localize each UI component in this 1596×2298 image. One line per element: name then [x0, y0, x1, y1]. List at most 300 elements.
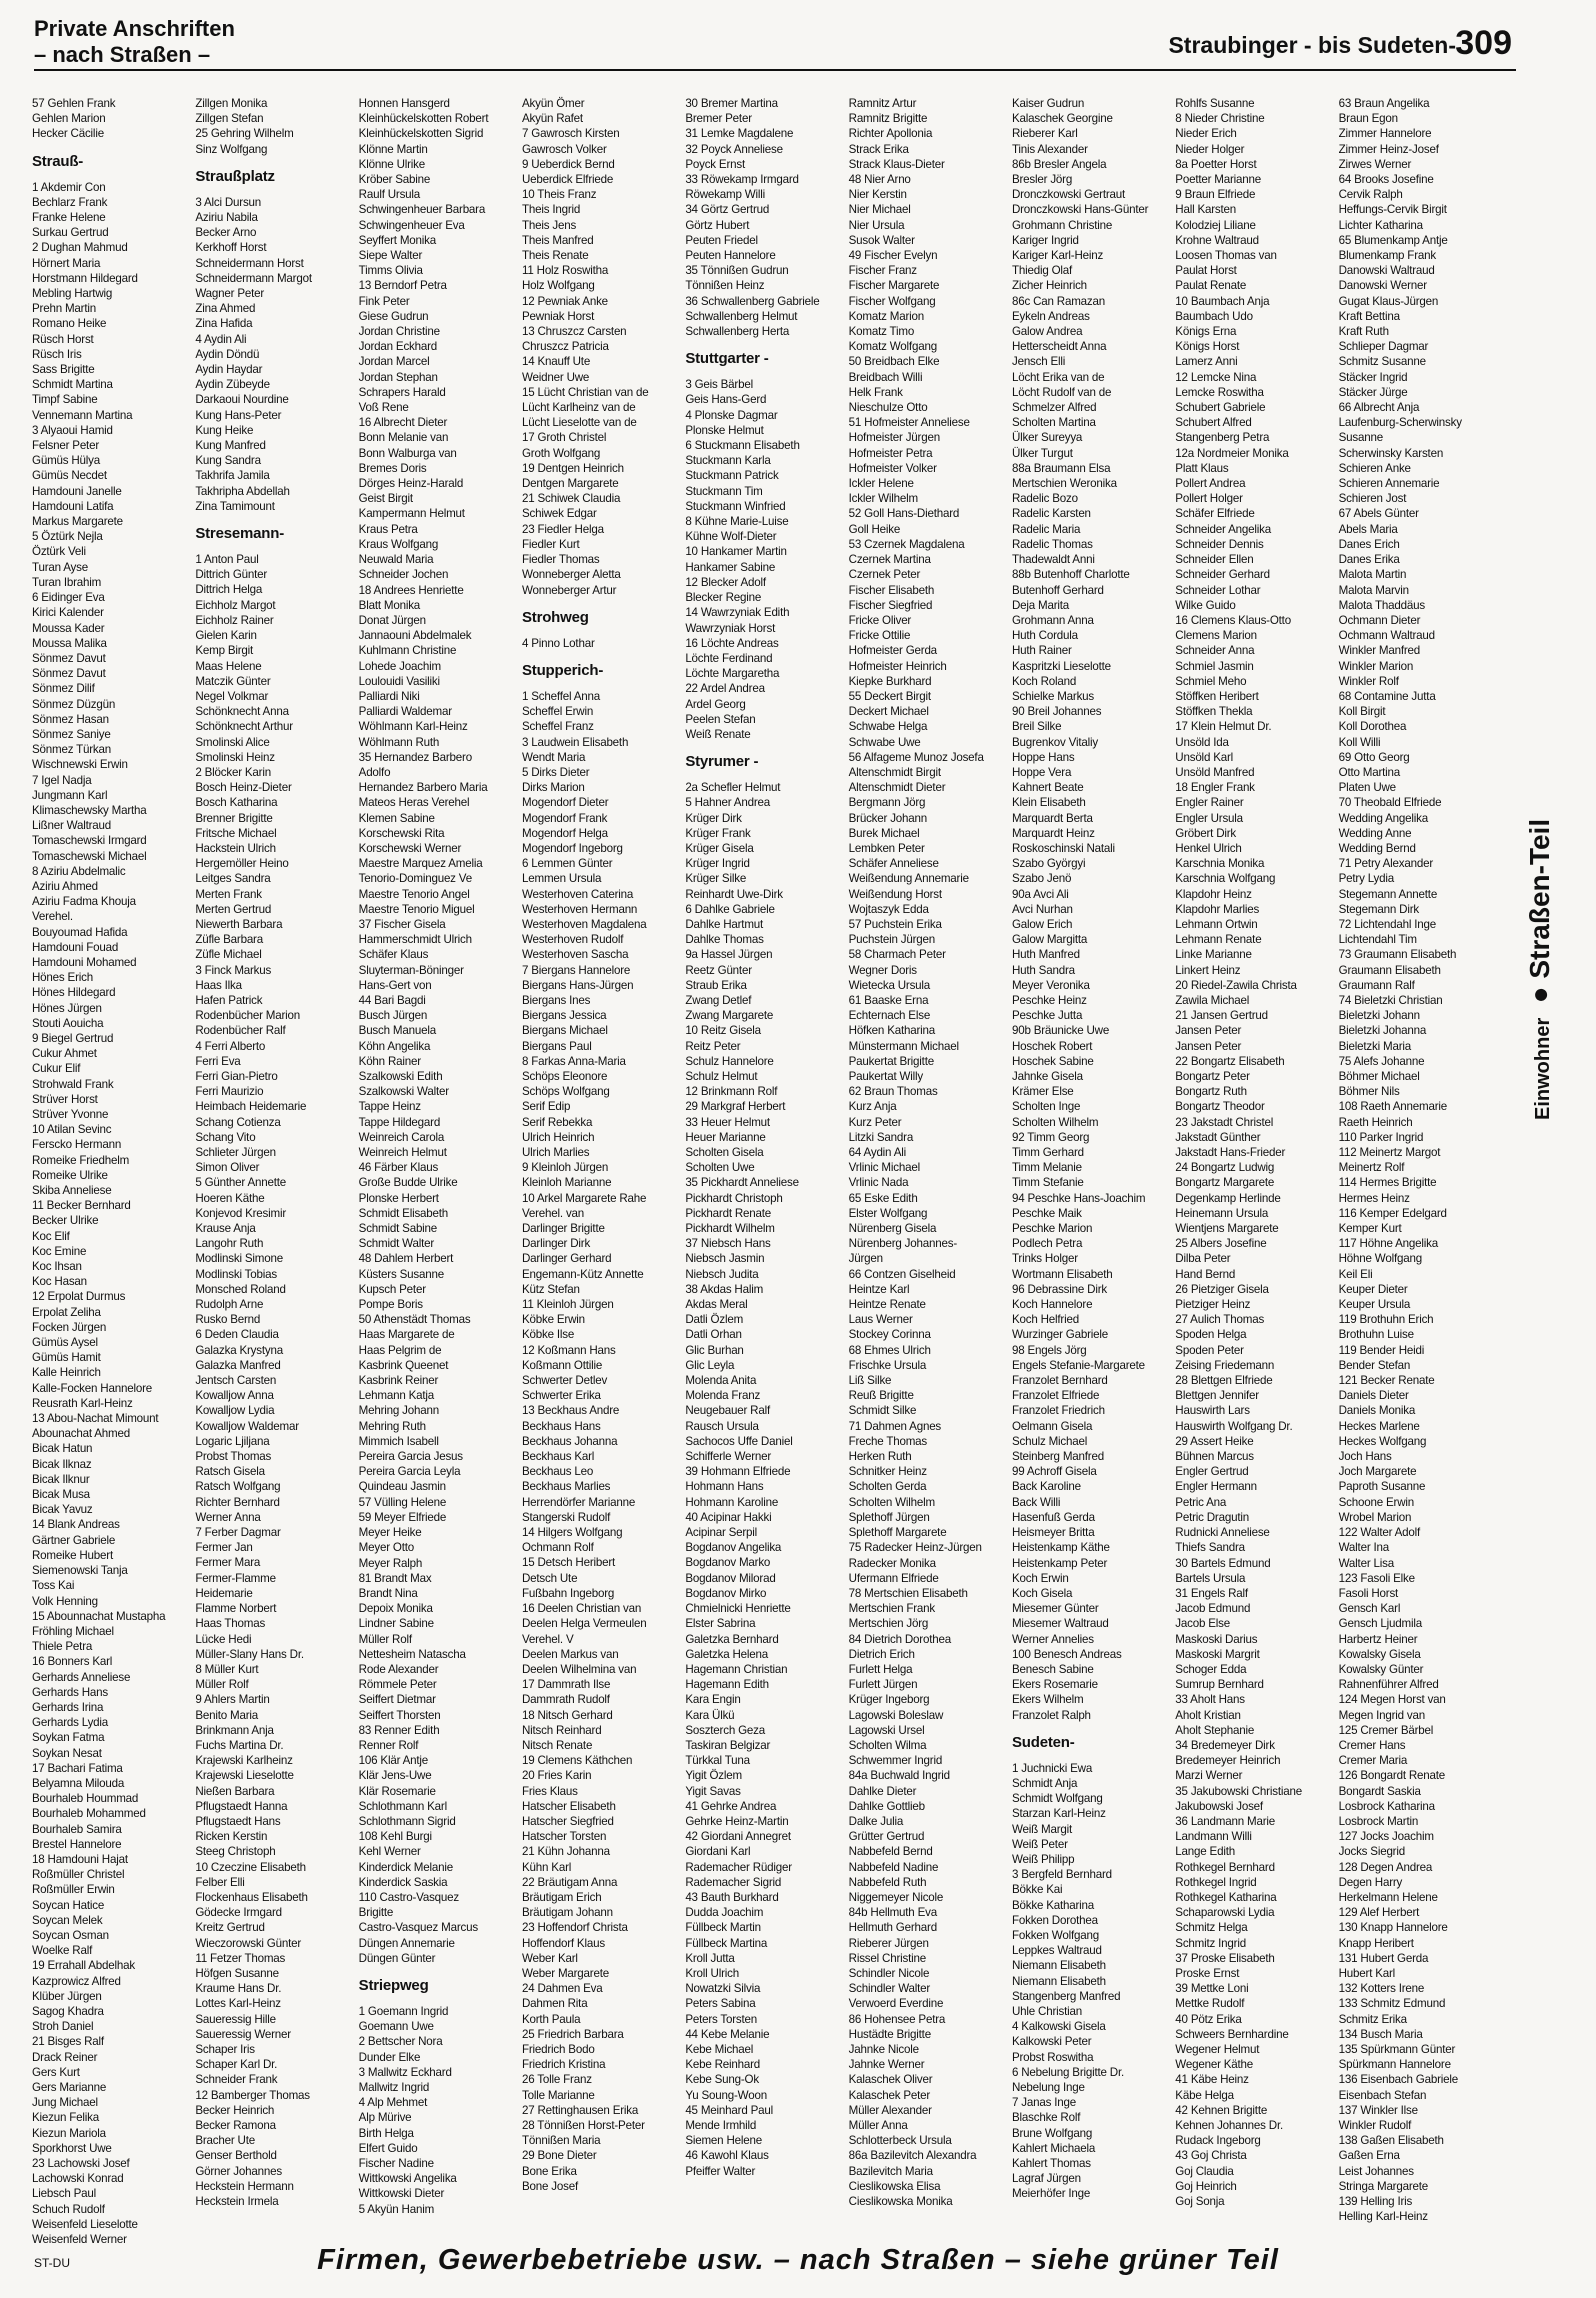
resident-entry: 110 Parker Ingrid: [1338, 1130, 1424, 1144]
resident-entry: Markus Margarete: [32, 515, 123, 529]
resident-entry: Loosen Thomas van: [1175, 249, 1277, 263]
resident-entry: 50 Athenstädt Thomas: [358, 1313, 471, 1327]
resident-entry: Rahnenführer Alfred: [1338, 1678, 1439, 1692]
resident-entry: Butenhoff Gerhard: [1011, 583, 1104, 597]
resident-entry: Schäfer Klaus: [358, 948, 429, 962]
resident-entry: Schmidt Wolfgang: [1011, 1792, 1103, 1806]
resident-entry: Düngen Günter: [358, 1951, 436, 1965]
resident-entry: Müller-Slany Hans Dr.: [195, 1647, 304, 1661]
resident-entry: Schwallenberg Helmut: [685, 309, 798, 323]
resident-entry: Schlieter Jürgen: [195, 1146, 276, 1159]
resident-entry: Schweers Bernhardine: [1175, 2027, 1289, 2041]
resident-entry: Pflugstaedt Hans: [195, 1814, 281, 1828]
resident-entry: Köhn Angelika: [358, 1039, 431, 1053]
resident-entry: Breil Silke: [1011, 720, 1062, 734]
resident-entry: Renner Rolf: [358, 1738, 419, 1752]
resident-entry: Losbrock Katharina: [1338, 1799, 1435, 1813]
resident-entry: 5 Hahner Andrea: [685, 796, 770, 810]
resident-entry: Kütz Stefan: [521, 1282, 580, 1296]
resident-entry: Genser Berthold: [195, 2149, 277, 2163]
street-heading: Styrumer -: [685, 753, 759, 771]
resident-entry: Krüger Dirk: [685, 811, 742, 825]
resident-entry: 9 Ueberdick Bernd: [521, 157, 615, 171]
resident-entry: 22 Ardel Andrea: [685, 682, 765, 696]
resident-entry: Scholten Wilma: [848, 1738, 927, 1752]
resident-entry: Schlieper Dagmar: [1338, 340, 1429, 354]
resident-entry: Huth Sandra: [1011, 963, 1075, 977]
resident-entry: Peelen Stefan: [685, 712, 756, 726]
resident-entry: 86c Can Ramazan: [1011, 294, 1105, 308]
resident-entry: Vrlinic Nada: [848, 1176, 909, 1190]
resident-entry: Detsch Ute: [521, 1571, 578, 1585]
resident-entry: Molenda Franz: [685, 1389, 761, 1403]
resident-entry: Lißner Waltraud: [32, 819, 112, 833]
resident-entry: 3 Mallwitz Eckhard: [358, 2065, 452, 2079]
resident-entry: Susanne: [1338, 431, 1383, 445]
resident-entry: Bremes Doris: [358, 461, 427, 475]
resident-entry: Strack Klaus-Dieter: [848, 157, 945, 171]
resident-entry: Fasoli Horst: [1338, 1586, 1399, 1600]
resident-entry: Huth Manfred: [1011, 948, 1080, 962]
resident-entry: 16 Bonners Karl: [32, 1655, 113, 1669]
resident-entry: Zillgen Monika: [195, 97, 268, 110]
street-heading: Strohweg: [521, 608, 589, 626]
resident-entry: Hecker Cäcilie: [32, 127, 104, 141]
resident-entry: 9 Kleinloh Jürgen: [521, 1161, 609, 1175]
resident-entry: Verwoerd Everdine: [848, 1997, 944, 2011]
resident-entry: Heckstein Irmela: [195, 2195, 279, 2209]
resident-entry: Czernek Martina: [848, 553, 931, 567]
resident-entry: 12 Pewniak Anke: [521, 294, 608, 308]
resident-entry: Voß Rene: [358, 401, 409, 415]
resident-entry: Lücht Lieselotte van de: [521, 416, 637, 430]
resident-entry: Westerhoven Magdalena: [521, 917, 647, 931]
resident-entry: Füllbeck Martina: [685, 1936, 768, 1950]
resident-entry: Gröbert Dirk: [1175, 826, 1237, 840]
resident-entry: Gerhards Hans: [32, 1685, 109, 1699]
resident-entry: Dahlke Gottlieb: [848, 1799, 925, 1813]
resident-entry: Schwerter Erika: [521, 1389, 601, 1403]
resident-entry: Kalle Heinrich: [32, 1366, 101, 1380]
resident-entry: Scheffel Erwin: [521, 705, 594, 719]
resident-entry: Mehring Johann: [358, 1404, 439, 1418]
resident-entry: Dietrich Erich: [848, 1647, 915, 1661]
resident-entry: Schwabe Uwe: [848, 735, 921, 749]
resident-entry: Konjevod Kresimir: [195, 1206, 287, 1220]
resident-entry: 9 Braun Elfriede: [1175, 188, 1256, 202]
resident-entry: Ufermann Elfriede: [848, 1571, 939, 1585]
resident-entry: Langohr Ruth: [195, 1237, 264, 1251]
resident-entry: Busch Jürgen: [358, 1009, 428, 1023]
resident-entry: Hammerschmidt Ulrich: [358, 933, 472, 947]
resident-entry: Biergans Jessica: [521, 1009, 607, 1023]
resident-entry: Skiba Anneliese: [32, 1184, 112, 1198]
resident-entry: 9a Hassel Jürgen: [685, 948, 773, 962]
resident-entry: 44 Bari Bagdi: [358, 993, 426, 1007]
resident-entry: Cukur Elif: [32, 1062, 81, 1076]
resident-entry: Reusrath Karl-Heinz: [32, 1396, 133, 1410]
resident-entry: Zina Ahmed: [195, 302, 256, 316]
resident-entry: Palliardi Niki: [358, 689, 420, 703]
column: [195, 96, 358, 2236]
resident-entry: Tomaschewski Irmgard: [32, 834, 147, 848]
resident-entry: Dittrich Günter: [195, 568, 268, 582]
resident-entry: Ratsch Gisela: [195, 1465, 265, 1479]
resident-entry: Graumann Elisabeth: [1338, 963, 1441, 977]
resident-entry: Zina Hafida: [195, 317, 253, 331]
resident-entry: Jordan Stephan: [358, 370, 438, 384]
resident-entry: Goj Sonja: [1175, 2195, 1225, 2209]
resident-entry: Rodenbücher Marion: [195, 1009, 301, 1023]
resident-entry: Brestel Hannelore: [32, 1837, 122, 1851]
directory-columns: [32, 96, 1502, 2247]
resident-entry: Ülker Turgut: [1011, 446, 1073, 460]
resident-entry: 3 Finck Markus: [195, 963, 272, 977]
resident-entry: Horstmann Hildegard: [32, 271, 138, 285]
resident-entry: Schuch Rudolf: [32, 2202, 105, 2216]
resident-entry: Bicak Hatun: [32, 1442, 93, 1456]
resident-entry: 40 Acipinar Hakki: [685, 1510, 772, 1524]
resident-entry: Elfert Guido: [358, 2141, 418, 2155]
resident-entry: Tappe Heinz: [358, 1100, 421, 1114]
resident-entry: Brothuhn Luise: [1338, 1328, 1414, 1342]
resident-entry: Degen Harry: [1338, 1875, 1403, 1889]
resident-entry: Kowalljow Waldemar: [195, 1419, 299, 1433]
footer-text: Firmen, Gewerbebetriebe usw. – nach Straßen – siehe grüner Teil: [317, 2244, 1279, 2276]
column: [359, 96, 522, 2236]
resident-entry: Hoppe Hans: [1011, 750, 1075, 764]
resident-entry: Fricke Ottilie: [848, 629, 911, 643]
resident-entry: 21 Bisges Ralf: [32, 2035, 104, 2049]
resident-entry: Pickhardt Renate: [685, 1206, 772, 1220]
resident-entry: Stegemann Dirk: [1338, 902, 1419, 916]
resident-entry: 96 Debrassine Dirk: [1011, 1282, 1107, 1296]
resident-entry: Jensch Elli: [1011, 355, 1066, 369]
resident-entry: Puchstein Jürgen: [848, 933, 936, 947]
resident-entry: Franzolet Friedrich: [1011, 1404, 1105, 1418]
resident-entry: 71 Petry Alexander: [1338, 857, 1433, 871]
resident-entry: Burek Michael: [848, 826, 920, 840]
resident-entry: 126 Bongardt Renate: [1338, 1769, 1446, 1783]
resident-entry: Kalaschek Georgine: [1011, 112, 1113, 126]
resident-entry: Klönne Martin: [358, 142, 428, 156]
resident-entry: Rothkegel Ingrid: [1175, 1875, 1257, 1889]
resident-entry: Weißendung Horst: [848, 887, 942, 901]
resident-entry: Heckes Wolfgang: [1338, 1434, 1427, 1448]
resident-entry: Schneidermann Horst: [195, 256, 304, 270]
resident-entry: Ulrich Marlies: [521, 1146, 590, 1159]
resident-entry: Heinemann Ursula: [1175, 1206, 1269, 1220]
resident-entry: 112 Meinertz Margot: [1338, 1146, 1441, 1160]
resident-entry: Gärtner Gabriele: [32, 1533, 116, 1547]
header-subtitle: – nach Straßen –: [34, 42, 211, 67]
resident-entry: Lichtendahl Tim: [1338, 933, 1417, 947]
resident-entry: Niggemeyer Nicole: [848, 1890, 944, 1904]
resident-entry: Mallwitz Ingrid: [358, 2081, 430, 2094]
resident-entry: Hubert Karl: [1338, 1966, 1396, 1980]
resident-entry: Abounachat Ahmed: [32, 1427, 131, 1441]
resident-entry: Scholten Martina: [1011, 416, 1096, 430]
resident-entry: Weidner Uwe: [521, 370, 590, 384]
resident-entry: Maestre Tenorio Miguel: [358, 902, 475, 916]
resident-entry: Degenkamp Herlinde: [1175, 1191, 1281, 1205]
resident-entry: Dahlke Hartmut: [685, 917, 764, 931]
resident-entry: Schulz Michael: [1011, 1434, 1088, 1448]
resident-entry: 6 Stuckmann Elisabeth: [685, 439, 800, 453]
resident-entry: 139 Helling Iris: [1338, 2195, 1413, 2209]
resident-entry: Schneidermann Margot: [195, 271, 312, 285]
resident-entry: Züfle Barbara: [195, 933, 263, 947]
resident-entry: Furlett Jürgen: [848, 1678, 918, 1692]
resident-entry: Dammrath Rudolf: [521, 1693, 610, 1707]
resident-entry: Dudda Joachim: [685, 1906, 764, 1920]
resident-entry: Taskiran Belgizar: [685, 1738, 771, 1752]
resident-entry: Zimmer Heinz-Josef: [1338, 142, 1439, 156]
resident-entry: Schwingenheuer Eva: [358, 218, 465, 232]
resident-entry: 7 Gawrosch Kirsten: [521, 127, 620, 141]
resident-entry: Rausch Ursula: [685, 1419, 759, 1433]
resident-entry: 43 Goj Christa: [1175, 2149, 1247, 2163]
resident-entry: Korschewski Werner: [358, 841, 462, 855]
resident-entry: Wonneberger Artur: [521, 583, 617, 597]
resident-entry: Ferri Gian-Pietro: [195, 1069, 278, 1083]
resident-entry: Stockey Corinna: [848, 1328, 931, 1342]
resident-entry: Raeth Heinrich: [1338, 1115, 1413, 1129]
resident-entry: Dahmen Rita: [521, 1997, 588, 2011]
resident-entry: Mateos Heras Verehel: [358, 796, 470, 810]
resident-entry: Hatscher Elisabeth: [521, 1799, 616, 1813]
resident-entry: Koch Hannelore: [1011, 1298, 1093, 1312]
resident-entry: Löchte Ferdinand: [685, 651, 773, 665]
resident-entry: Engemann-Kütz Annette: [521, 1267, 644, 1281]
resident-entry: Schwingenheuer Barbara: [358, 203, 486, 217]
resident-entry: 21 Jansen Gertrud: [1175, 1009, 1268, 1023]
resident-entry: 29 Markgraf Herbert: [685, 1100, 786, 1114]
resident-entry: Gerhards Anneliese: [32, 1670, 131, 1684]
resident-entry: Cukur Ahmet: [32, 1047, 97, 1061]
resident-entry: Kraume Hans Dr.: [195, 1982, 282, 1996]
resident-entry: Nieschulze Otto: [848, 401, 928, 415]
resident-entry: Wegner Doris: [848, 963, 917, 977]
resident-entry: Koc Hasan: [32, 1275, 87, 1289]
resident-entry: Darlinger Brigitte: [521, 1222, 605, 1236]
resident-entry: 24 Bongartz Ludwig: [1175, 1161, 1275, 1175]
resident-entry: Heidemarie: [195, 1586, 253, 1600]
resident-entry: Lindner Sabine: [358, 1617, 434, 1631]
resident-entry: Bender Stefan: [1338, 1358, 1411, 1372]
resident-entry: Bouyoumad Hafida: [32, 925, 128, 939]
resident-entry: Soszterch Geza: [685, 1723, 765, 1737]
resident-entry: 24 Dahmen Eva: [521, 1982, 603, 1996]
resident-entry: 5 Öztürk Nejla: [32, 530, 103, 544]
resident-entry: Kleinhückelskotten Robert: [358, 112, 489, 126]
resident-entry: Kraft Ruth: [1338, 325, 1389, 339]
street-heading: Sudeten-: [1011, 1733, 1075, 1751]
resident-entry: 56 Alfageme Munoz Josefa: [848, 750, 984, 764]
resident-entry: Ferscko Hermann: [32, 1138, 122, 1152]
resident-entry: Plonske Herbert: [358, 1191, 439, 1205]
resident-entry: Winkler Manfred: [1338, 644, 1421, 658]
resident-entry: Herrendörfer Marianne: [521, 1495, 636, 1509]
resident-entry: Cremer Hans: [1338, 1738, 1406, 1752]
resident-entry: Schulz Hannelore: [685, 1054, 774, 1068]
resident-entry: Jacob Edmund: [1175, 1602, 1251, 1616]
resident-entry: Haas Pelgrim de: [358, 1343, 442, 1357]
resident-entry: Soycan Melek: [32, 1913, 103, 1927]
resident-entry: 13 Berndorf Petra: [358, 279, 447, 293]
resident-entry: Wilke Guido: [1175, 598, 1236, 612]
resident-entry: Kahlert Michaela: [1011, 2141, 1096, 2155]
resident-entry: Verehel. van: [521, 1206, 585, 1220]
resident-entry: Timms Olivia: [358, 264, 423, 278]
resident-entry: Helk Frank: [848, 385, 903, 399]
resident-entry: Helling Karl-Heinz: [1338, 2210, 1428, 2224]
resident-entry: Schönknecht Arthur: [195, 720, 293, 734]
resident-entry: 37 Fischer Gisela: [358, 917, 446, 931]
resident-entry: Neuwald Maria: [358, 553, 434, 567]
resident-entry: Krüger Frank: [685, 826, 751, 840]
resident-entry: Kurz Peter: [848, 1115, 902, 1129]
resident-entry: Stäcker Ingrid: [1338, 370, 1408, 384]
resident-entry: Seiffert Dietmar: [358, 1693, 436, 1707]
resident-entry: Gaßen Erna: [1338, 2149, 1400, 2163]
resident-entry: Spoden Peter: [1175, 1343, 1244, 1357]
resident-entry: Plonske Helmut: [685, 423, 764, 437]
resident-entry: Deelen Helga Vermeulen: [521, 1617, 647, 1631]
resident-entry: Hoschek Robert: [1011, 1039, 1093, 1053]
resident-entry: Wietecka Ursula: [848, 978, 931, 992]
resident-entry: 33 Röwekamp Irmgard: [685, 173, 799, 187]
resident-entry: Dronczkowski Gertraut: [1011, 188, 1126, 202]
resident-entry: 5 Akyün Hanim: [358, 2202, 435, 2216]
resident-entry: Kehnen Johannes Dr.: [1175, 2119, 1284, 2133]
resident-entry: 12 Blecker Adolf: [685, 575, 766, 589]
resident-entry: 18 Nitsch Gerhard: [521, 1708, 613, 1722]
resident-entry: Gümüs Aysel: [32, 1336, 98, 1350]
resident-entry: Beckhaus Johanna: [521, 1434, 618, 1448]
resident-entry: 3 Geis Bärbel: [685, 378, 753, 392]
resident-entry: Wedding Bernd: [1338, 841, 1416, 855]
resident-entry: Scholten Gisela: [685, 1146, 764, 1159]
resident-entry: Zwang Margarete: [685, 1009, 774, 1023]
resident-entry: Jordan Christine: [358, 325, 440, 339]
resident-entry: 100 Benesch Andreas: [1011, 1647, 1122, 1661]
resident-entry: Rudnicki Anneliese: [1175, 1526, 1270, 1540]
resident-entry: Franzolet Bernhard: [1011, 1374, 1108, 1388]
resident-entry: Schöps Wolfgang: [521, 1085, 610, 1099]
resident-entry: Glic Burhan: [685, 1343, 744, 1357]
resident-entry: Malota Marvin: [1338, 583, 1409, 597]
column: [522, 96, 685, 2236]
resident-entry: 39 Mettke Loni: [1175, 1982, 1249, 1996]
resident-entry: Gerhards Lydia: [32, 1716, 109, 1730]
resident-entry: Franke Helene: [32, 211, 106, 225]
resident-entry: Lehmann Renate: [1175, 933, 1262, 947]
resident-entry: Hofmeister Volker: [848, 461, 937, 475]
street-heading: Stuttgarter -: [685, 350, 769, 368]
resident-entry: 90 Breil Johannes: [1011, 705, 1102, 719]
resident-entry: Theis Ingrid: [521, 203, 581, 217]
resident-entry: Tönnißen Heinz: [685, 279, 765, 293]
resident-entry: Prehn Martin: [32, 302, 96, 316]
resident-entry: Wortmann Elisabeth: [1011, 1267, 1113, 1281]
resident-entry: 90a Avci Ali: [1011, 887, 1069, 901]
resident-entry: 4 Pinno Lothar: [521, 636, 595, 650]
resident-entry: Bökke Katharina: [1011, 1898, 1095, 1912]
resident-entry: Kerkhoff Horst: [195, 241, 267, 255]
resident-entry: Kinderdick Melanie: [358, 1860, 454, 1874]
resident-entry: Schaper Karl Dr.: [195, 2058, 278, 2072]
resident-entry: Fokken Wolfgang: [1011, 1928, 1099, 1942]
resident-entry: 16 Albrecht Dieter: [358, 416, 448, 430]
resident-entry: Datli Orhan: [685, 1328, 742, 1342]
resident-entry: Jungmann Karl: [32, 788, 108, 802]
resident-entry: Breidbach Willi: [848, 370, 923, 384]
resident-entry: Galow Andrea: [1011, 325, 1083, 339]
resident-entry: Rieberer Jürgen: [848, 1936, 929, 1950]
resident-entry: Jahnke Gisela: [1011, 1070, 1083, 1083]
resident-entry: 2 Dughan Mahmud: [32, 241, 128, 255]
resident-entry: Hatscher Siegfried: [521, 1814, 614, 1828]
resident-entry: Koll Birgit: [1338, 705, 1386, 719]
resident-entry: 7 Ferber Dagmar: [195, 1526, 281, 1540]
resident-entry: Engler Rainer: [1175, 796, 1244, 810]
resident-entry: Kaspritzki Lieselotte: [1011, 659, 1111, 673]
resident-entry: Niebsch Jasmin: [685, 1252, 765, 1266]
resident-entry: Koll Dorothea: [1338, 720, 1407, 734]
resident-entry: Steeg Christoph: [195, 1845, 276, 1859]
resident-entry: Sinz Wolfgang: [195, 142, 268, 156]
resident-entry: Nürenberg Johannes-: [848, 1237, 957, 1251]
resident-entry: Niebsch Judita: [685, 1267, 759, 1281]
resident-entry: Kupsch Peter: [358, 1282, 426, 1296]
resident-entry: 70 Theobald Elfriede: [1338, 796, 1442, 810]
resident-entry: Zawila Michael: [1175, 993, 1250, 1007]
resident-entry: 65 Eske Edith: [848, 1191, 918, 1205]
resident-entry: Winkler Marion: [1338, 659, 1414, 673]
resident-entry: Jacob Else: [1175, 1617, 1231, 1631]
resident-entry: Heistenkamp Käthe: [1011, 1541, 1110, 1555]
resident-entry: Geis Hans-Gerd: [685, 393, 767, 407]
resident-entry: Hoffendorf Klaus: [521, 1936, 605, 1950]
resident-entry: Köbke Ilse: [521, 1328, 575, 1342]
resident-entry: Jocks Siegrid: [1338, 1845, 1405, 1859]
resident-entry: Brenner Brigitte: [195, 811, 273, 825]
resident-entry: 10 Atilan Sevinc: [32, 1123, 112, 1137]
resident-entry: 7 Janas Inge: [1011, 2096, 1076, 2110]
resident-entry: 53 Czernek Magdalena: [848, 537, 965, 551]
resident-entry: Surkau Gertrud: [32, 226, 109, 240]
resident-entry: Kebe Sung-Ok: [685, 2073, 759, 2087]
resident-entry: Kirici Kalender: [32, 606, 104, 620]
resident-entry: Probst Thomas: [195, 1450, 272, 1464]
resident-entry: Serif Edip: [521, 1100, 571, 1114]
resident-entry: Schmidt Sabine: [358, 1222, 438, 1236]
resident-entry: Felber Elli: [195, 1875, 245, 1889]
resident-entry: Wojtaszyk Edda: [848, 902, 929, 916]
resident-entry: 11 Kleinloh Jürgen: [521, 1298, 614, 1312]
resident-entry: Takhripha Abdellah: [195, 484, 290, 498]
resident-entry: Engels Stefanie-Margarete: [1011, 1358, 1145, 1372]
resident-entry: Wedding Angelika: [1338, 811, 1429, 825]
resident-entry: Große Budde Ulrike: [358, 1176, 458, 1190]
resident-entry: Kazprowicz Alfred: [32, 1974, 121, 1988]
resident-entry: Heffungs-Cervik Birgit: [1338, 203, 1447, 217]
resident-entry: Lehmann Ortwin: [1175, 917, 1258, 931]
resident-entry: Pfeiffer Walter: [685, 2164, 756, 2178]
resident-entry: Hamdouni Latifa: [32, 499, 114, 513]
resident-entry: Oelmann Gisela: [1011, 1419, 1093, 1433]
